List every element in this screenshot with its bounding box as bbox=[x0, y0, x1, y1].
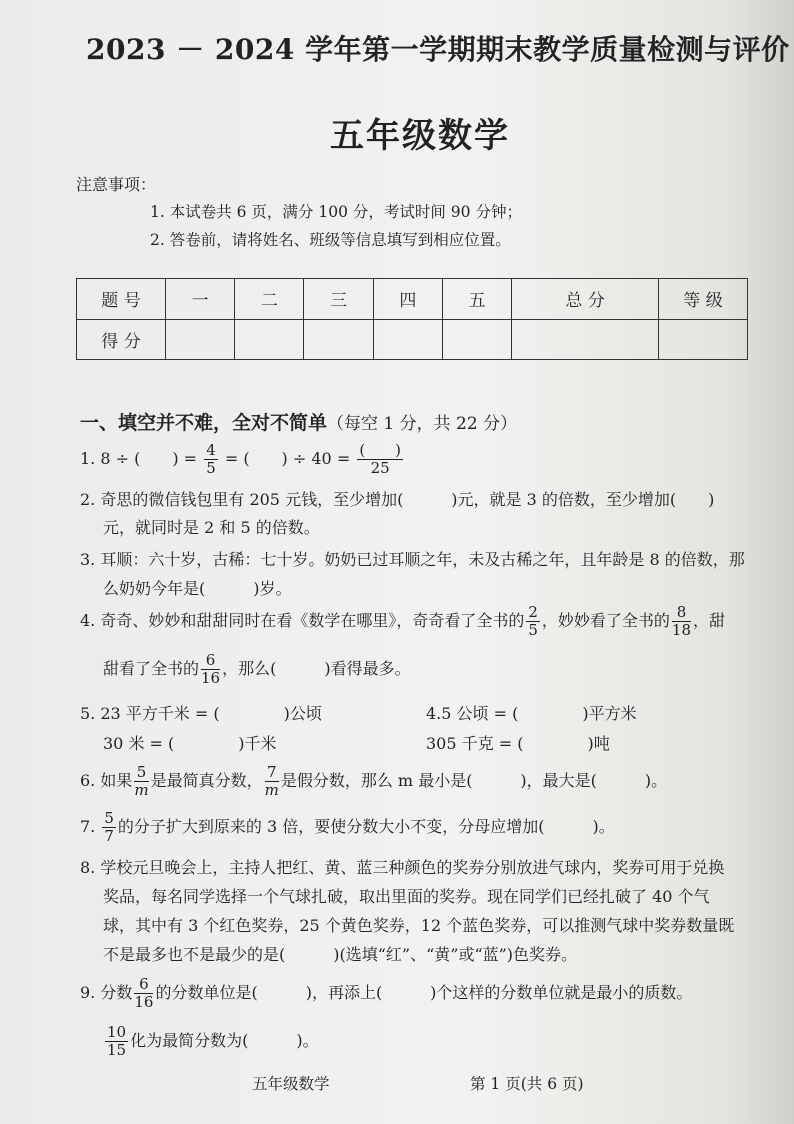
question-8-line1: 8. 学校元旦晚会上，主持人把红、黄、蓝三种颜色的奖券分别放进气球内，奖券可用于兑换 bbox=[80, 858, 725, 877]
question-2-line1: 2. 奇思的微信钱包里有 205 元钱，至少增加( )元，就是 3 的倍数，至少增加( ) bbox=[80, 490, 715, 509]
section-note: （每空 1 分，共 22 分） bbox=[327, 414, 518, 434]
score-input-cell[interactable] bbox=[304, 319, 373, 360]
score-table-header-row bbox=[77, 279, 748, 320]
section-heading bbox=[80, 408, 517, 435]
question-1 bbox=[80, 442, 405, 477]
question-2-line2: 元，就同时是 2 和 5 的倍数。 bbox=[103, 518, 320, 537]
score-cell: 得 分 bbox=[77, 319, 166, 360]
score-input-cell[interactable] bbox=[373, 319, 442, 360]
fraction: $\frac{5}{m}$ bbox=[134, 763, 149, 799]
fraction: $\frac{6}{16}$ bbox=[134, 975, 154, 1011]
notice-heading: 注意事项： bbox=[76, 175, 157, 194]
question-9-line1: 9. 分数 $\frac{6}{16}$ 的分数单位是( )，再添上( )个这样的分数单位就是最小的质数。 bbox=[80, 975, 693, 1011]
score-input-cell[interactable] bbox=[166, 319, 235, 360]
question-5b: 4.5 公顷 = ( )平方米 bbox=[426, 704, 637, 723]
fraction: $\frac{6}{16}$ bbox=[201, 651, 221, 687]
question-8-line3: 球，其中有 3 个红色奖券，25 个黄色奖券，12 个蓝色奖券，可以推测气球中奖券数量既 bbox=[103, 916, 735, 935]
score-table-score-row bbox=[77, 319, 748, 360]
fraction: $\frac{4}{5}$ bbox=[206, 441, 216, 477]
score-cell: 三 bbox=[304, 279, 373, 320]
question-7: 7. $\frac{5}{7}$ 的分子扩大到原来的 3 倍，要使分数大小不变，分母应增加( )。 bbox=[80, 809, 615, 845]
notice-item: 2. 答卷前，请将姓名、班级等信息填写到相应位置。 bbox=[150, 231, 511, 249]
score-cell: 题 号 bbox=[77, 279, 166, 320]
notice-item: 1. 本试卷共 6 页，满分 100 分，考试时间 90 分钟； bbox=[150, 203, 522, 221]
exam-title: 2023 － 2024 学年第一学期期末教学质量检测与评价 bbox=[86, 33, 790, 66]
page-number: 第 1 页(共 6 页) bbox=[470, 1075, 584, 1093]
score-cell: 等 级 bbox=[659, 279, 748, 320]
fraction: $\frac{( )}{25}$ bbox=[359, 441, 402, 477]
question-5d: 305 千克 = ( )吨 bbox=[426, 734, 610, 753]
question-5c: 30 米 = ( )千米 bbox=[103, 734, 277, 753]
question-9-line2: $\frac{10}{15}$ 化为最简分数为( )。 bbox=[107, 1023, 319, 1059]
score-cell: 四 bbox=[373, 279, 442, 320]
fraction: $\frac{10}{15}$ bbox=[107, 1023, 127, 1059]
score-table bbox=[76, 278, 748, 360]
q1-text: 1. 8 ÷ ( ) = bbox=[80, 449, 203, 468]
fraction: $\frac{8}{18}$ bbox=[671, 603, 692, 639]
score-cell: 一 bbox=[166, 279, 235, 320]
question-4-line1: 4. 奇奇、妙妙和甜甜同时在看《数学在哪里》，奇奇看了全书的 $\frac{2}{5}$ ，妙妙看了全书的 $\frac{8}{18}$ ，甜 bbox=[80, 603, 726, 639]
score-input-cell[interactable] bbox=[659, 319, 748, 360]
fraction: $\frac{5}{7}$ bbox=[104, 809, 114, 845]
exam-subtitle: 五年级数学 bbox=[330, 116, 510, 156]
score-cell: 二 bbox=[235, 279, 304, 320]
question-3-line1: 3. 耳顺：六十岁，古稀：七十岁。奶奶已过耳顺之年，未及古稀之年，且年龄是 8 的倍数，那 bbox=[80, 550, 745, 569]
footer-subject: 五年级数学 bbox=[252, 1075, 330, 1093]
question-8-line4: 不是最多也不是最少的是( )(选填“红”、“黄”或“蓝”)色奖券。 bbox=[103, 945, 578, 964]
fraction: $\frac{2}{5}$ bbox=[528, 603, 538, 639]
score-input-cell[interactable] bbox=[235, 319, 304, 360]
score-input-cell[interactable] bbox=[512, 319, 659, 360]
score-cell: 五 bbox=[442, 279, 511, 320]
score-input-cell[interactable] bbox=[442, 319, 511, 360]
question-3-line2: 么奶奶今年是( )岁。 bbox=[103, 579, 292, 598]
question-6: 6. 如果 $\frac{5}{m}$ 是最简真分数， $\frac{7}{m}$ 是假分数，那么 m 最小是( )，最大是( )。 bbox=[80, 763, 668, 799]
fraction: $\frac{7}{m}$ bbox=[264, 763, 279, 799]
score-cell: 总 分 bbox=[512, 279, 659, 320]
section-title: 一、填空并不难，全对不简单 bbox=[80, 412, 328, 434]
question-8-line2: 奖品，每名同学选择一个气球扎破，取出里面的奖券。现在同学们已经扎破了 40 个气 bbox=[103, 887, 710, 906]
question-4-line2: 甜看了全书的 $\frac{6}{16}$ ，那么( )看得最多。 bbox=[103, 651, 411, 687]
question-5a: 5. 23 平方千米 = ( )公顷 bbox=[80, 704, 322, 723]
q1-text: = ( ) ÷ 40 = bbox=[219, 449, 356, 468]
